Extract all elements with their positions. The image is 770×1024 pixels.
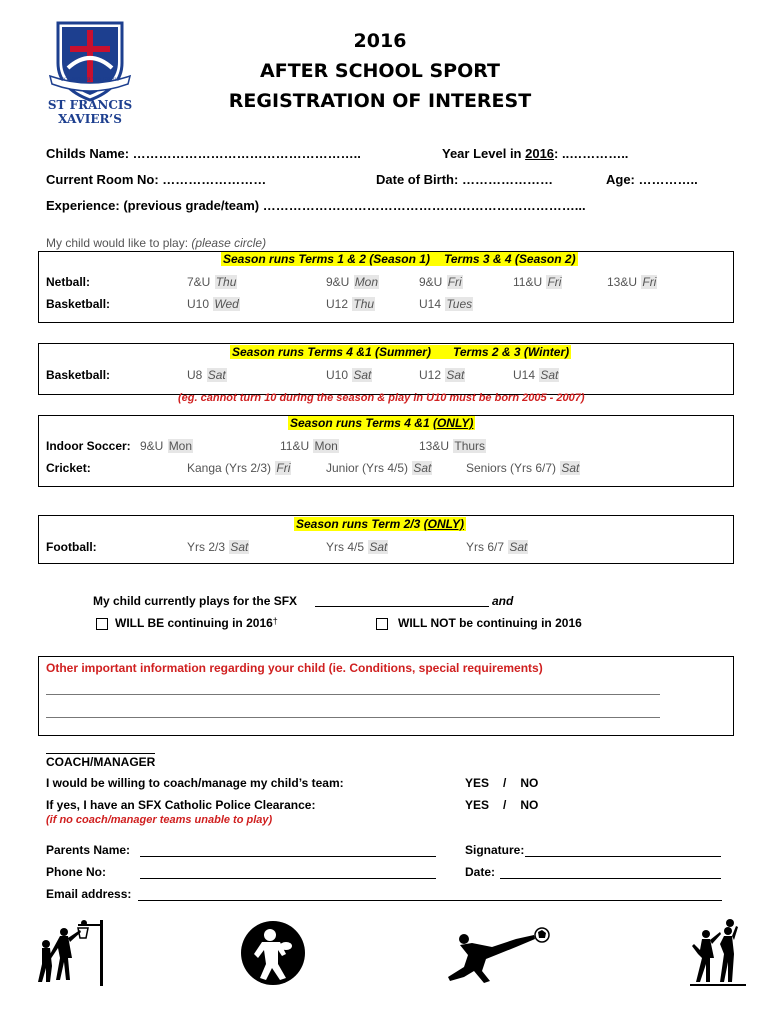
basketball-players-icon (34, 918, 114, 988)
year-level-year: 2016 (525, 146, 555, 161)
option-football-3[interactable]: Yrs 6/7 Sat (466, 540, 528, 554)
option-netball-2[interactable]: 9&U Mon (326, 275, 379, 289)
cricket-label: Cricket: (46, 461, 91, 475)
coach-no-2[interactable]: NO (520, 798, 539, 812)
season-3-banner (288, 416, 475, 430)
header-title-2: REGISTRATION OF INTEREST (228, 90, 532, 112)
date-line[interactable] (500, 878, 721, 879)
logo-text-2: XAVIER’S (58, 112, 122, 126)
phone-label: Phone No: (46, 865, 106, 879)
dob-field[interactable]: Date of Birth: ………………… (376, 172, 553, 187)
basketball-label-2: Basketball: (46, 368, 111, 382)
coach-answer-2[interactable] (465, 798, 538, 812)
season-2-label-b: Terms 2 & 3 (Winter) (452, 345, 570, 359)
will-be-dagger: † (272, 616, 278, 626)
netball-label: Netball: (46, 275, 91, 289)
room-field[interactable]: Current Room No: …………………… (46, 172, 267, 187)
experience-field[interactable]: Experience: (previous grade/team) ………………………………………………………………... (46, 198, 586, 213)
header-title-1: AFTER SCHOOL SPORT (260, 60, 500, 82)
signature-label: Signature: (465, 843, 525, 857)
coach-yes-2[interactable]: YES (465, 798, 490, 812)
other-info-line-2[interactable] (46, 717, 660, 718)
will-be-checkbox[interactable] (96, 618, 108, 630)
option-netball-3[interactable]: 9&U Fri (419, 275, 462, 289)
rugby-player-icon (240, 920, 306, 986)
year-level-field[interactable] (442, 146, 628, 161)
option-cricket-2[interactable]: Junior (Yrs 4/5) Sat (326, 461, 432, 475)
coach-yes-1[interactable]: YES (465, 776, 490, 790)
plays-for-suffix: and (492, 594, 514, 608)
parents-name-line[interactable] (140, 856, 436, 857)
option-basketball-1[interactable]: U10 Wed (187, 297, 239, 311)
play-note: (please circle) (191, 236, 267, 250)
email-line[interactable] (138, 900, 722, 901)
option-netball-1[interactable]: 7&U Thu (187, 275, 237, 289)
signature-line[interactable] (525, 856, 721, 857)
option-basketball-sat-3[interactable]: U12 Sat (419, 368, 465, 382)
season-3-label: Season runs Terms 4 &1 (290, 416, 433, 430)
other-info-label: Other important information regarding your child (ie. Conditions, special requirements) (46, 661, 543, 675)
coach-slash-2: / (503, 798, 507, 812)
year-level-prefix: Year Level in (442, 146, 526, 161)
option-basketball-3[interactable]: U14 Tues (419, 297, 473, 311)
coach-no-1[interactable]: NO (520, 776, 539, 790)
season-4-banner (294, 517, 466, 531)
plays-for-line[interactable] (315, 606, 489, 607)
option-basketball-2[interactable]: U12 Thu (326, 297, 375, 311)
season-1-banner (221, 252, 578, 266)
parents-name-label: Parents Name: (46, 843, 131, 857)
option-basketball-sat-4[interactable]: U14 Sat (513, 368, 559, 382)
coach-answer-1[interactable] (465, 776, 538, 790)
option-basketball-sat-1[interactable]: U8 Sat (187, 368, 226, 382)
basketball-label: Basketball: (46, 297, 111, 311)
will-not-checkbox[interactable] (376, 618, 388, 630)
plays-for-prefix: My child currently plays for the SFX (93, 594, 298, 608)
childs-name-field[interactable]: Childs Name: …………………………………………….. (46, 146, 361, 161)
season-3-only: (ONLY) (432, 416, 474, 430)
coach-question-2: If yes, I have an SFX Catholic Police Clearance: (46, 798, 316, 812)
season-2-label-a: Season runs Terms 4 &1 (Summer) (232, 345, 431, 359)
header-year: 2016 (353, 30, 407, 52)
netball-players-icon (688, 918, 748, 988)
phone-line[interactable] (140, 878, 436, 879)
football-label: Football: (46, 540, 97, 554)
will-be-label (115, 616, 278, 630)
option-soccer-1[interactable]: 9&U Mon (140, 439, 193, 453)
year-level-suffix: : ..………….. (554, 146, 629, 161)
email-label: Email address: (46, 887, 132, 901)
age-field[interactable]: Age: ………….. (606, 172, 698, 187)
option-cricket-1[interactable]: Kanga (Yrs 2/3) Fri (187, 461, 291, 475)
logo-text-1: ST FRANCIS (47, 98, 133, 112)
season-2-banner (230, 345, 571, 359)
play-prefix: My child would like to play: (46, 236, 192, 250)
coach-note: (if no coach/manager teams unable to play) (46, 814, 273, 826)
season-1-label-a: Season runs Terms 1 & 2 (Season 1) (223, 252, 430, 266)
option-netball-4[interactable]: 11&U Fri (513, 275, 562, 289)
will-be-text: WILL BE continuing in 2016 (115, 616, 273, 630)
date-label: Date: (465, 865, 496, 879)
logo-motto: TOGETHER WE GROW (60, 77, 120, 83)
season-1-label-b: Terms 3 & 4 (Season 2) (443, 252, 576, 266)
option-soccer-3[interactable]: 13&U Thurs (419, 439, 486, 453)
season-4-only: (ONLY) (423, 517, 465, 531)
indoor-soccer-label: Indoor Soccer: (46, 439, 131, 453)
season-4-label: Season runs Term 2/3 (296, 517, 424, 531)
option-football-2[interactable]: Yrs 4/5 Sat (326, 540, 388, 554)
option-soccer-2[interactable]: 11&U Mon (280, 439, 338, 453)
coach-heading: COACH/MANAGER (46, 755, 156, 769)
coach-slash-1: / (503, 776, 507, 790)
soccer-player-icon (442, 925, 552, 985)
age-note: (eg. cannot turn 10 during the season & play in U10 must be born 2005 - 2007) (178, 392, 585, 404)
other-info-line-1[interactable] (46, 694, 660, 695)
option-cricket-3[interactable]: Seniors (Yrs 6/7) Sat (466, 461, 580, 475)
crest-icon (40, 18, 140, 103)
school-logo (40, 18, 140, 128)
will-not-label: WILL NOT be continuing in 2016 (398, 616, 582, 630)
option-basketball-sat-2[interactable]: U10 Sat (326, 368, 372, 382)
option-football-1[interactable]: Yrs 2/3 Sat (187, 540, 249, 554)
play-intro (46, 236, 266, 250)
coach-question-1: I would be willing to coach/manage my child’s team: (46, 776, 344, 790)
option-netball-5[interactable]: 13&U Fri (607, 275, 657, 289)
